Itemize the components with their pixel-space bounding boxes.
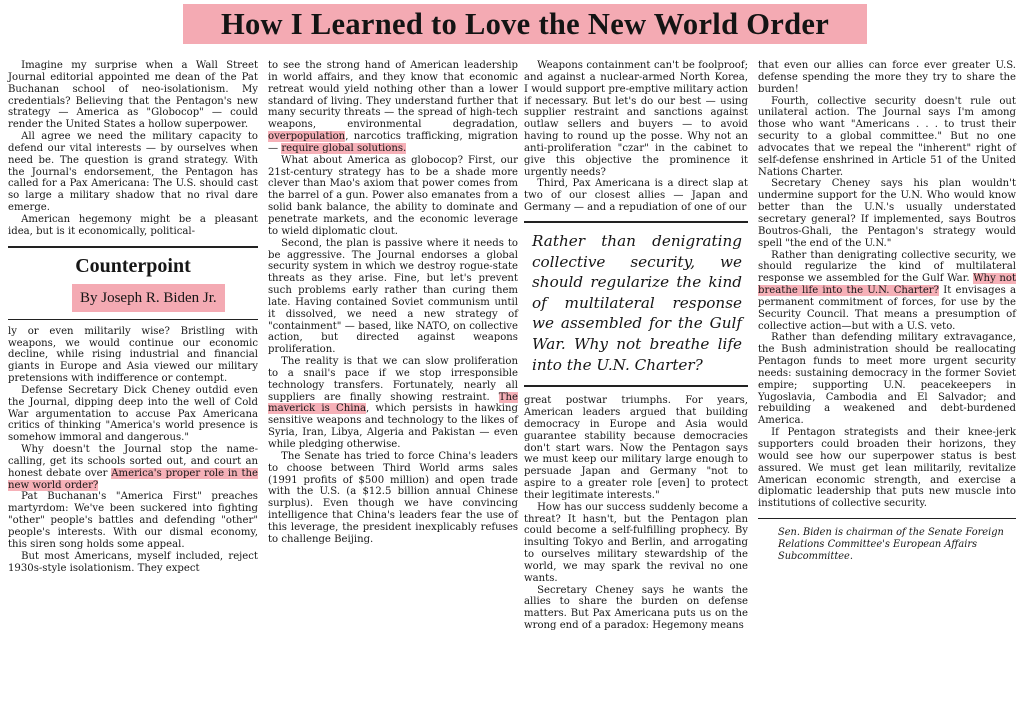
counterpoint-box (8, 246, 258, 320)
counterpoint-label: Counterpoint (75, 254, 191, 277)
paragraph: If Pentagon strategists and their knee-jerk supporters could broaden their horizons, they would see how our superpower status is best assured. We must get lean militarily, revitalize American economic strength, and exercise a diplomatic leadership that puts new muscle into institutions of collective security. (758, 427, 1016, 510)
column-1 (8, 60, 258, 574)
paragraph: Second, the plan is passive where it needs to be aggressive. The Journal endorses a global security system in which we destroy rogue-state threats as they arise. Fine, but let's prevent such problems early rather than curing them late. Having contained Soviet communism until it dissolved, we need a new strategy of "containment" — based, like NATO, on collective action, but directed against weapons proliferation. (268, 237, 518, 356)
paragraph: Weapons containment can't be foolproof; and against a nuclear-armed North Korea, I would support pre-emptive military action if necessary. But let's do our best — using supplier restraint and sanctions against outlaw sellers and buyers — to avoid having to round up the posse. Why not an anti-proliferation "czar" in the cabinet to give this objective the prominence it urgently needs? (524, 60, 748, 178)
column-2 (268, 60, 518, 546)
highlighted-text: overpopulation (268, 131, 346, 143)
paragraph: Secretary Cheney says his plan wouldn't undermine support for the U.N. Who would know better than the U.N.'s usually understated secretary general? If implemented, says Boutros Boutros-Ghali, the Pentagon's strategy would spell "the end of the U.N." (758, 178, 1016, 249)
headline: How I Learned to Love the New World Order (183, 4, 867, 44)
highlighted-text: America's proper role in the new world order? (8, 467, 258, 491)
paragraph: American hegemony might be a pleasant idea, but is it economically, political- (8, 213, 258, 237)
paragraph: What about America as globocop? First, our 21st-century strategy has to be a shade more clever than Mao's axiom that power comes from the barrel of a gun. Power also emanates from a solid bank balance, the ability to dominate and penetrate markets, and the economic leverage to wield diplomatic clout. (268, 154, 518, 237)
paragraph: Third, Pax Americana is a direct slap at two of our closest allies — Japan and Germany — and a repudiation of one of our (524, 178, 748, 214)
paragraph: How has our success suddenly become a threat? It hasn't, but the Pentagon plan could become a self-fulfilling prophecy. By insulting Tokyo and Berlin, and arrogating to ourselves military stewardship of the world, we may spark the revival no one wants. (524, 501, 748, 584)
byline: By Joseph R. Biden Jr. (72, 284, 225, 312)
paragraph: Rather than defending military extravagance, the Bush administration should be reallocating Pentagon funds to meet more urgent security needs: sustaining democracy in the former Soviet empire; supporting U.N. peacekeepers in Yugoslavia, Cambodia and El Salvador; and rebuilding a weakened and debt-burdened America. (758, 332, 1016, 427)
author-note-text: Sen. Biden is chairman of the Senate Foreign Relations Committee's European Affairs Subcommittee. (778, 527, 1004, 562)
paragraph: The Senate has tried to force China's leaders to choose between Third World arms sales (1991 profits of $500 million) and open trade with the U.S. (a $12.5 billion annual Chinese surplus). Even though we have convincing intelligence that China's leaders fear the use of this leverage, the president inexplicably refuses to challenge Beijing. (268, 450, 518, 545)
pull-quote: Rather than denigrating collective security, we should regularize the kind of multilateral response we assembled for the Gulf War. Why not breathe life into the U.N. Charter? (524, 221, 748, 387)
paragraph: ly or even militarily wise? Bristling with weapons, we would continue our economic decline, while rising industrial and financial giants in Europe and Asia viewed our military pretensions with indifference or contempt. (8, 325, 258, 385)
column-3 (524, 60, 748, 632)
col2-paras (268, 60, 518, 546)
paragraph: Pat Buchanan's "America First" preaches martyrdom: We've been suckered into fighting "other" people's battles and defending "other" people's interests. With our dismal economy, this siren song holds some appeal. (8, 491, 258, 550)
col4-paras (758, 60, 1016, 510)
paragraph: Fourth, collective security doesn't rule out unilateral action. The Journal says I'm among those who want "Americans . . . to trust their security to a global committee." But no one advocates that we repeal the "inherent" right of self-defense enshrined in Article 51 of the United Nations Charter. (758, 95, 1016, 178)
column-4 (758, 60, 1016, 562)
col1-before (8, 60, 258, 238)
paragraph: But most Americans, myself included, reject 1930s-style isolationism. They expect (8, 550, 258, 574)
paragraph: Secretary Cheney says he wants the allies to share the burden on defense matters. But Pax Americana puts us on the wrong end of a paradox: Hegemony means (524, 584, 748, 632)
col3-before (524, 60, 748, 214)
paragraph: Why doesn't the Journal stop the name-calling, get its schools sorted out, and court an honest debate over America's proper role in the new world order? (8, 444, 258, 491)
paragraph: Defense Secretary Dick Cheney outdid even the Journal, dipping deep into the well of Cold War argumentation to accuse Pax Americana critics of thinking "America's world presence is somehow immoral and dangerous." (8, 384, 258, 444)
paragraph: The reality is that we can slow proliferation to a snail's pace if we stop irresponsible technology transfers. Fortunately, nearly all suppliers are finally showing restraint. The maverick is China, which persists in hawking sensitive weapons and technology to the likes of Syria, Iran, Libya, Algeria and Pakistan — even while pledging otherwise. (268, 356, 518, 450)
highlighted-text: The maverick is China (268, 391, 518, 415)
author-note (758, 518, 1016, 562)
paragraph: All agree we need the military capacity to defend our vital interests — by ourselves when need be. The question is grand strategy. With the Journal's endorsement, the Pentagon has called for a Pax Americana: The U.S. should cast so large a military shadow that no rival dare emerge. (8, 131, 258, 214)
paragraph: Rather than denigrating collective security, we should regularize the kind of multilateral response we assembled for the Gulf War. Why not breathe life into the U.N. Charter? It envisages a permanent commitment of forces, for use by the Security Council. That means a presumption of collective action—but with a U.S. veto. (758, 249, 1017, 332)
col1-after (8, 326, 258, 575)
paragraph: great postwar triumphs. For years, American leaders argued that building democracy in Europe and Asia would guarantee stability because democracies don't start wars. Now the Pentagon says we must keep our military large enough to persuade Japan and Germany "not to aspire to a greater role [even] to protect their legitimate interests." (524, 395, 748, 501)
highlighted-text: Why not breathe life into the U.N. Charter? (758, 273, 1017, 297)
col3-after (524, 395, 748, 632)
paragraph: to see the strong hand of American leadership in world affairs, and they know that economic retreat would yield nothing other than a lower standard of living. They understand further that many security threats — the spread of high-tech weapons, environmental degradation, overpopulation, narcotics trafficking, migration — require global solutions. (268, 60, 518, 154)
paragraph: that even our allies can force ever greater U.S. defense spending the more they try to share the burden! (758, 60, 1016, 95)
paragraph: Imagine my surprise when a Wall Street Journal editorial appointed me dean of the Pat Buchanan school of neo-isolationism. My credentials? Believing that the Pentagon's new strategy — America as "Globocop" — could render the United States a hollow superpower. (8, 60, 258, 131)
highlighted-text: require global solutions. (281, 142, 407, 154)
